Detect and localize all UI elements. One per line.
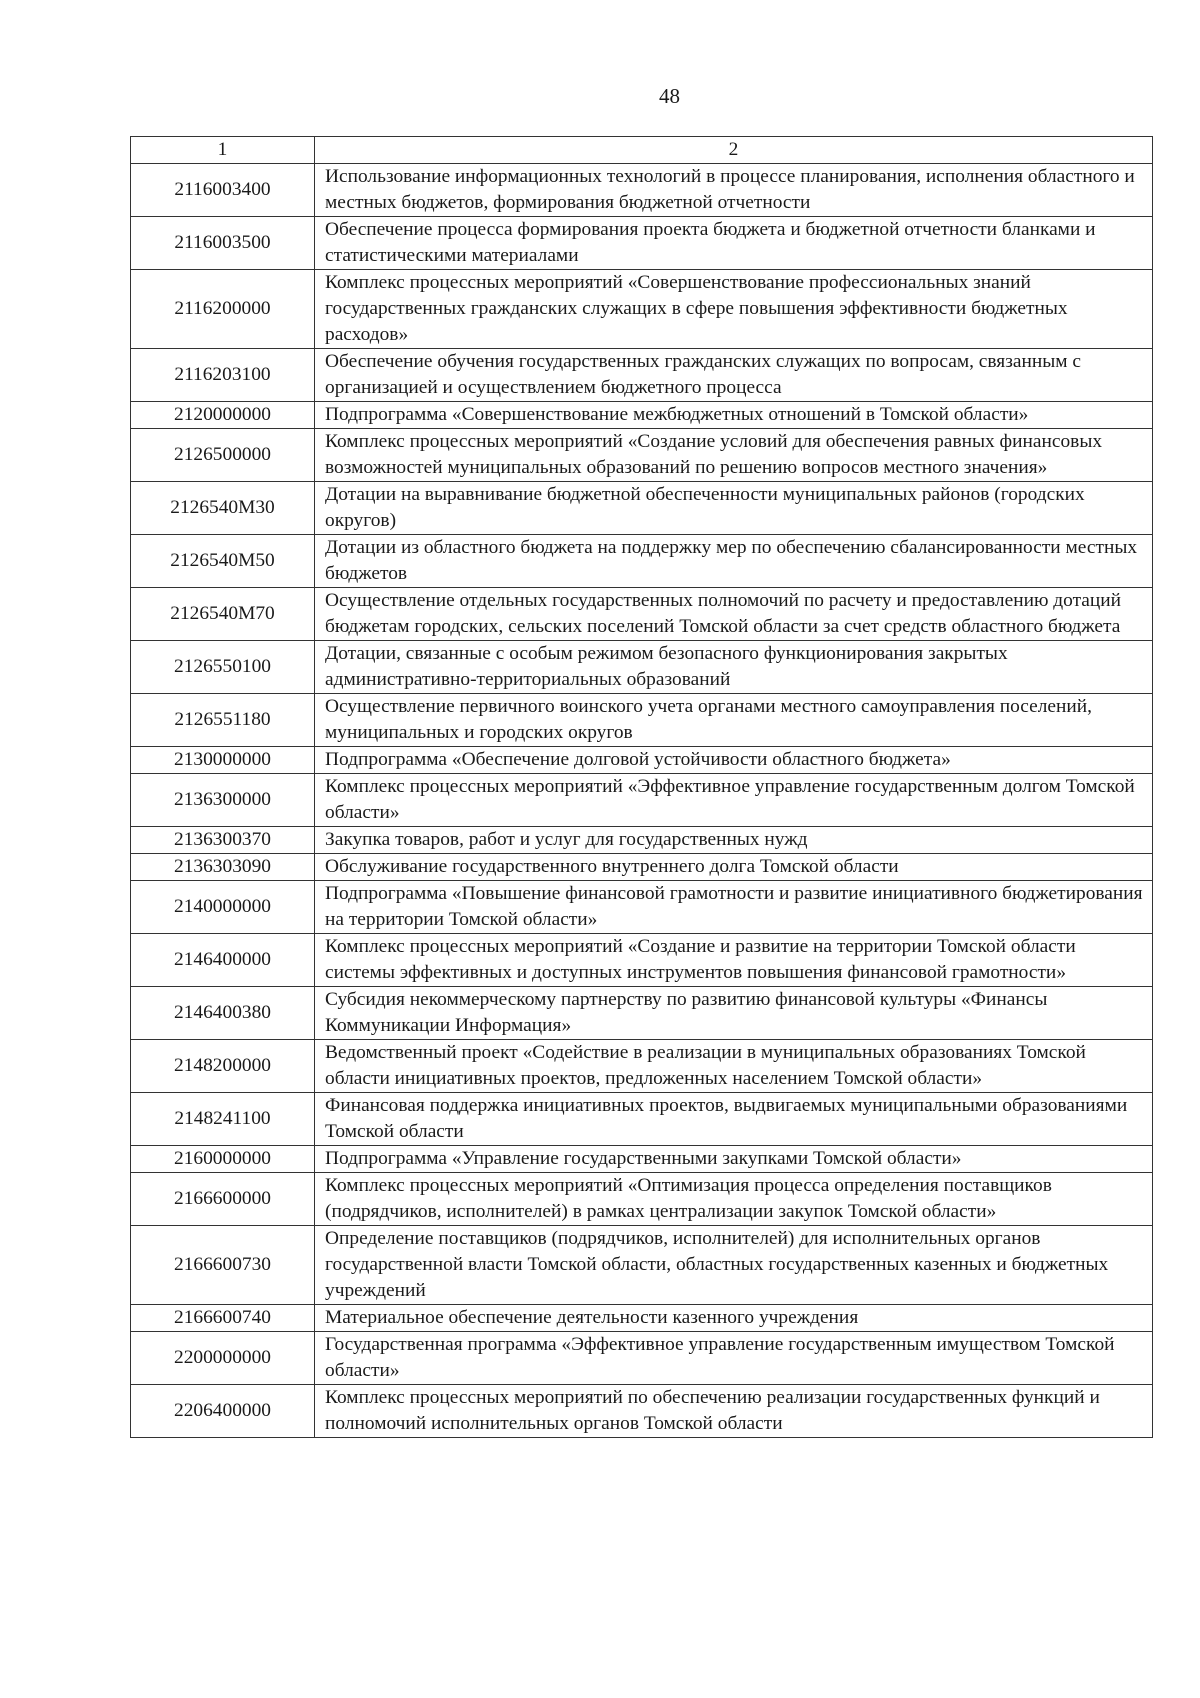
row-code: 2136303090 <box>131 854 315 881</box>
row-code: 2116003500 <box>131 217 315 270</box>
row-code: 2116003400 <box>131 164 315 217</box>
table-row <box>131 827 1153 854</box>
table-row <box>131 747 1153 774</box>
row-description: Обслуживание государственного внутреннего долга Томской области <box>315 854 1153 881</box>
row-code: 2166600000 <box>131 1173 315 1226</box>
row-description: Обеспечение процесса формирования проекта бюджета и бюджетной отчетности бланками и статистическими материалами <box>315 217 1153 270</box>
row-description: Комплекс процессных мероприятий «Создание условий для обеспечения равных финансовых возможностей муниципальных образований по решению вопросов местного значения» <box>315 429 1153 482</box>
row-description: Комплекс процессных мероприятий «Эффективное управление государственным долгом Томской области» <box>315 774 1153 827</box>
row-code: 2146400380 <box>131 987 315 1040</box>
row-description: Закупка товаров, работ и услуг для государственных нужд <box>315 827 1153 854</box>
budget-codes-table <box>130 136 1153 1438</box>
table-row <box>131 641 1153 694</box>
row-description: Подпрограмма «Повышение финансовой грамотности и развитие инициативного бюджетирования на территории Томской области» <box>315 881 1153 934</box>
row-code: 2130000000 <box>131 747 315 774</box>
row-code: 2160000000 <box>131 1146 315 1173</box>
table-row <box>131 934 1153 987</box>
table-row <box>131 774 1153 827</box>
row-description: Комплекс процессных мероприятий «Создание и развитие на территории Томской области системы эффективных и доступных инструментов повышения финансовой грамотности» <box>315 934 1153 987</box>
table-row <box>131 217 1153 270</box>
row-description: Ведомственный проект «Содействие в реализации в муниципальных образованиях Томской области инициативных проектов, предложенных населением Томской области» <box>315 1040 1153 1093</box>
row-code: 2136300000 <box>131 774 315 827</box>
row-description: Подпрограмма «Совершенствование межбюджетных отношений в Томской области» <box>315 402 1153 429</box>
row-description: Государственная программа «Эффективное управление государственным имуществом Томской области» <box>315 1332 1153 1385</box>
row-code: 2120000000 <box>131 402 315 429</box>
row-description: Использование информационных технологий в процессе планирования, исполнения областного и местных бюджетов, формирования бюджетной отчетности <box>315 164 1153 217</box>
table-row <box>131 1385 1153 1438</box>
table-row <box>131 1173 1153 1226</box>
row-description: Комплекс процессных мероприятий по обеспечению реализации государственных функций и полномочий исполнительных органов Томской области <box>315 1385 1153 1438</box>
row-code: 2126540М50 <box>131 535 315 588</box>
table-row <box>131 429 1153 482</box>
row-code: 2126540М70 <box>131 588 315 641</box>
row-description: Осуществление первичного воинского учета органами местного самоуправления поселений, муниципальных и городских округов <box>315 694 1153 747</box>
table-row <box>131 402 1153 429</box>
row-description: Подпрограмма «Обеспечение долговой устойчивости областного бюджета» <box>315 747 1153 774</box>
row-code: 2146400000 <box>131 934 315 987</box>
row-code: 2206400000 <box>131 1385 315 1438</box>
row-description: Дотации на выравнивание бюджетной обеспеченности муниципальных районов (городских округов) <box>315 482 1153 535</box>
row-description: Финансовая поддержка инициативных проектов, выдвигаемых муниципальными образованиями Томской области <box>315 1093 1153 1146</box>
row-description: Субсидия некоммерческому партнерству по развитию финансовой культуры «Финансы Коммуникации Информация» <box>315 987 1153 1040</box>
row-code: 2126540М30 <box>131 482 315 535</box>
row-code: 2126550100 <box>131 641 315 694</box>
table-row <box>131 349 1153 402</box>
row-code: 2140000000 <box>131 881 315 934</box>
table-row <box>131 987 1153 1040</box>
table-row <box>131 1146 1153 1173</box>
page-number: 48 <box>659 84 680 108</box>
table-row <box>131 1040 1153 1093</box>
row-code: 2166600730 <box>131 1226 315 1305</box>
column-header-code: 1 <box>131 137 315 164</box>
table-header-row <box>131 137 1153 164</box>
row-code: 2200000000 <box>131 1332 315 1385</box>
table-row <box>131 164 1153 217</box>
row-code: 2136300370 <box>131 827 315 854</box>
column-header-description: 2 <box>315 137 1153 164</box>
table-row <box>131 482 1153 535</box>
table-row <box>131 1093 1153 1146</box>
row-description: Подпрограмма «Управление государственными закупками Томской области» <box>315 1146 1153 1173</box>
row-code: 2116203100 <box>131 349 315 402</box>
table-row <box>131 694 1153 747</box>
row-description: Определение поставщиков (подрядчиков, исполнителей) для исполнительных органов государственной власти Томской области, областных государственных казенных и бюджетных учреждений <box>315 1226 1153 1305</box>
row-description: Осуществление отдельных государственных полномочий по расчету и предоставлению дотаций бюджетам городских, сельских поселений Томской области за счет средств областного бюджета <box>315 588 1153 641</box>
table-body <box>131 137 1153 1438</box>
row-code: 2116200000 <box>131 270 315 349</box>
row-description: Дотации из областного бюджета на поддержку мер по обеспечению сбалансированности местных бюджетов <box>315 535 1153 588</box>
row-code: 2148241100 <box>131 1093 315 1146</box>
table-row <box>131 1332 1153 1385</box>
row-code: 2126551180 <box>131 694 315 747</box>
row-code: 2148200000 <box>131 1040 315 1093</box>
row-code: 2126500000 <box>131 429 315 482</box>
row-description: Комплекс процессных мероприятий «Оптимизация процесса определения поставщиков (подрядчиков, исполнителей) в рамках централизации закупок Томской области» <box>315 1173 1153 1226</box>
row-description: Материальное обеспечение деятельности казенного учреждения <box>315 1305 1153 1332</box>
row-code: 2166600740 <box>131 1305 315 1332</box>
table-row <box>131 588 1153 641</box>
table-row <box>131 1305 1153 1332</box>
row-description: Комплекс процессных мероприятий «Совершенствование профессиональных знаний государственных гражданских служащих в сфере повышения эффективности бюджетных расходов» <box>315 270 1153 349</box>
table-row <box>131 881 1153 934</box>
table-row <box>131 535 1153 588</box>
table-row <box>131 1226 1153 1305</box>
row-description: Обеспечение обучения государственных гражданских служащих по вопросам, связанным с организацией и осуществлением бюджетного процесса <box>315 349 1153 402</box>
table-row <box>131 270 1153 349</box>
table-row <box>131 854 1153 881</box>
row-description: Дотации, связанные с особым режимом безопасного функционирования закрытых административно-территориальных образований <box>315 641 1153 694</box>
